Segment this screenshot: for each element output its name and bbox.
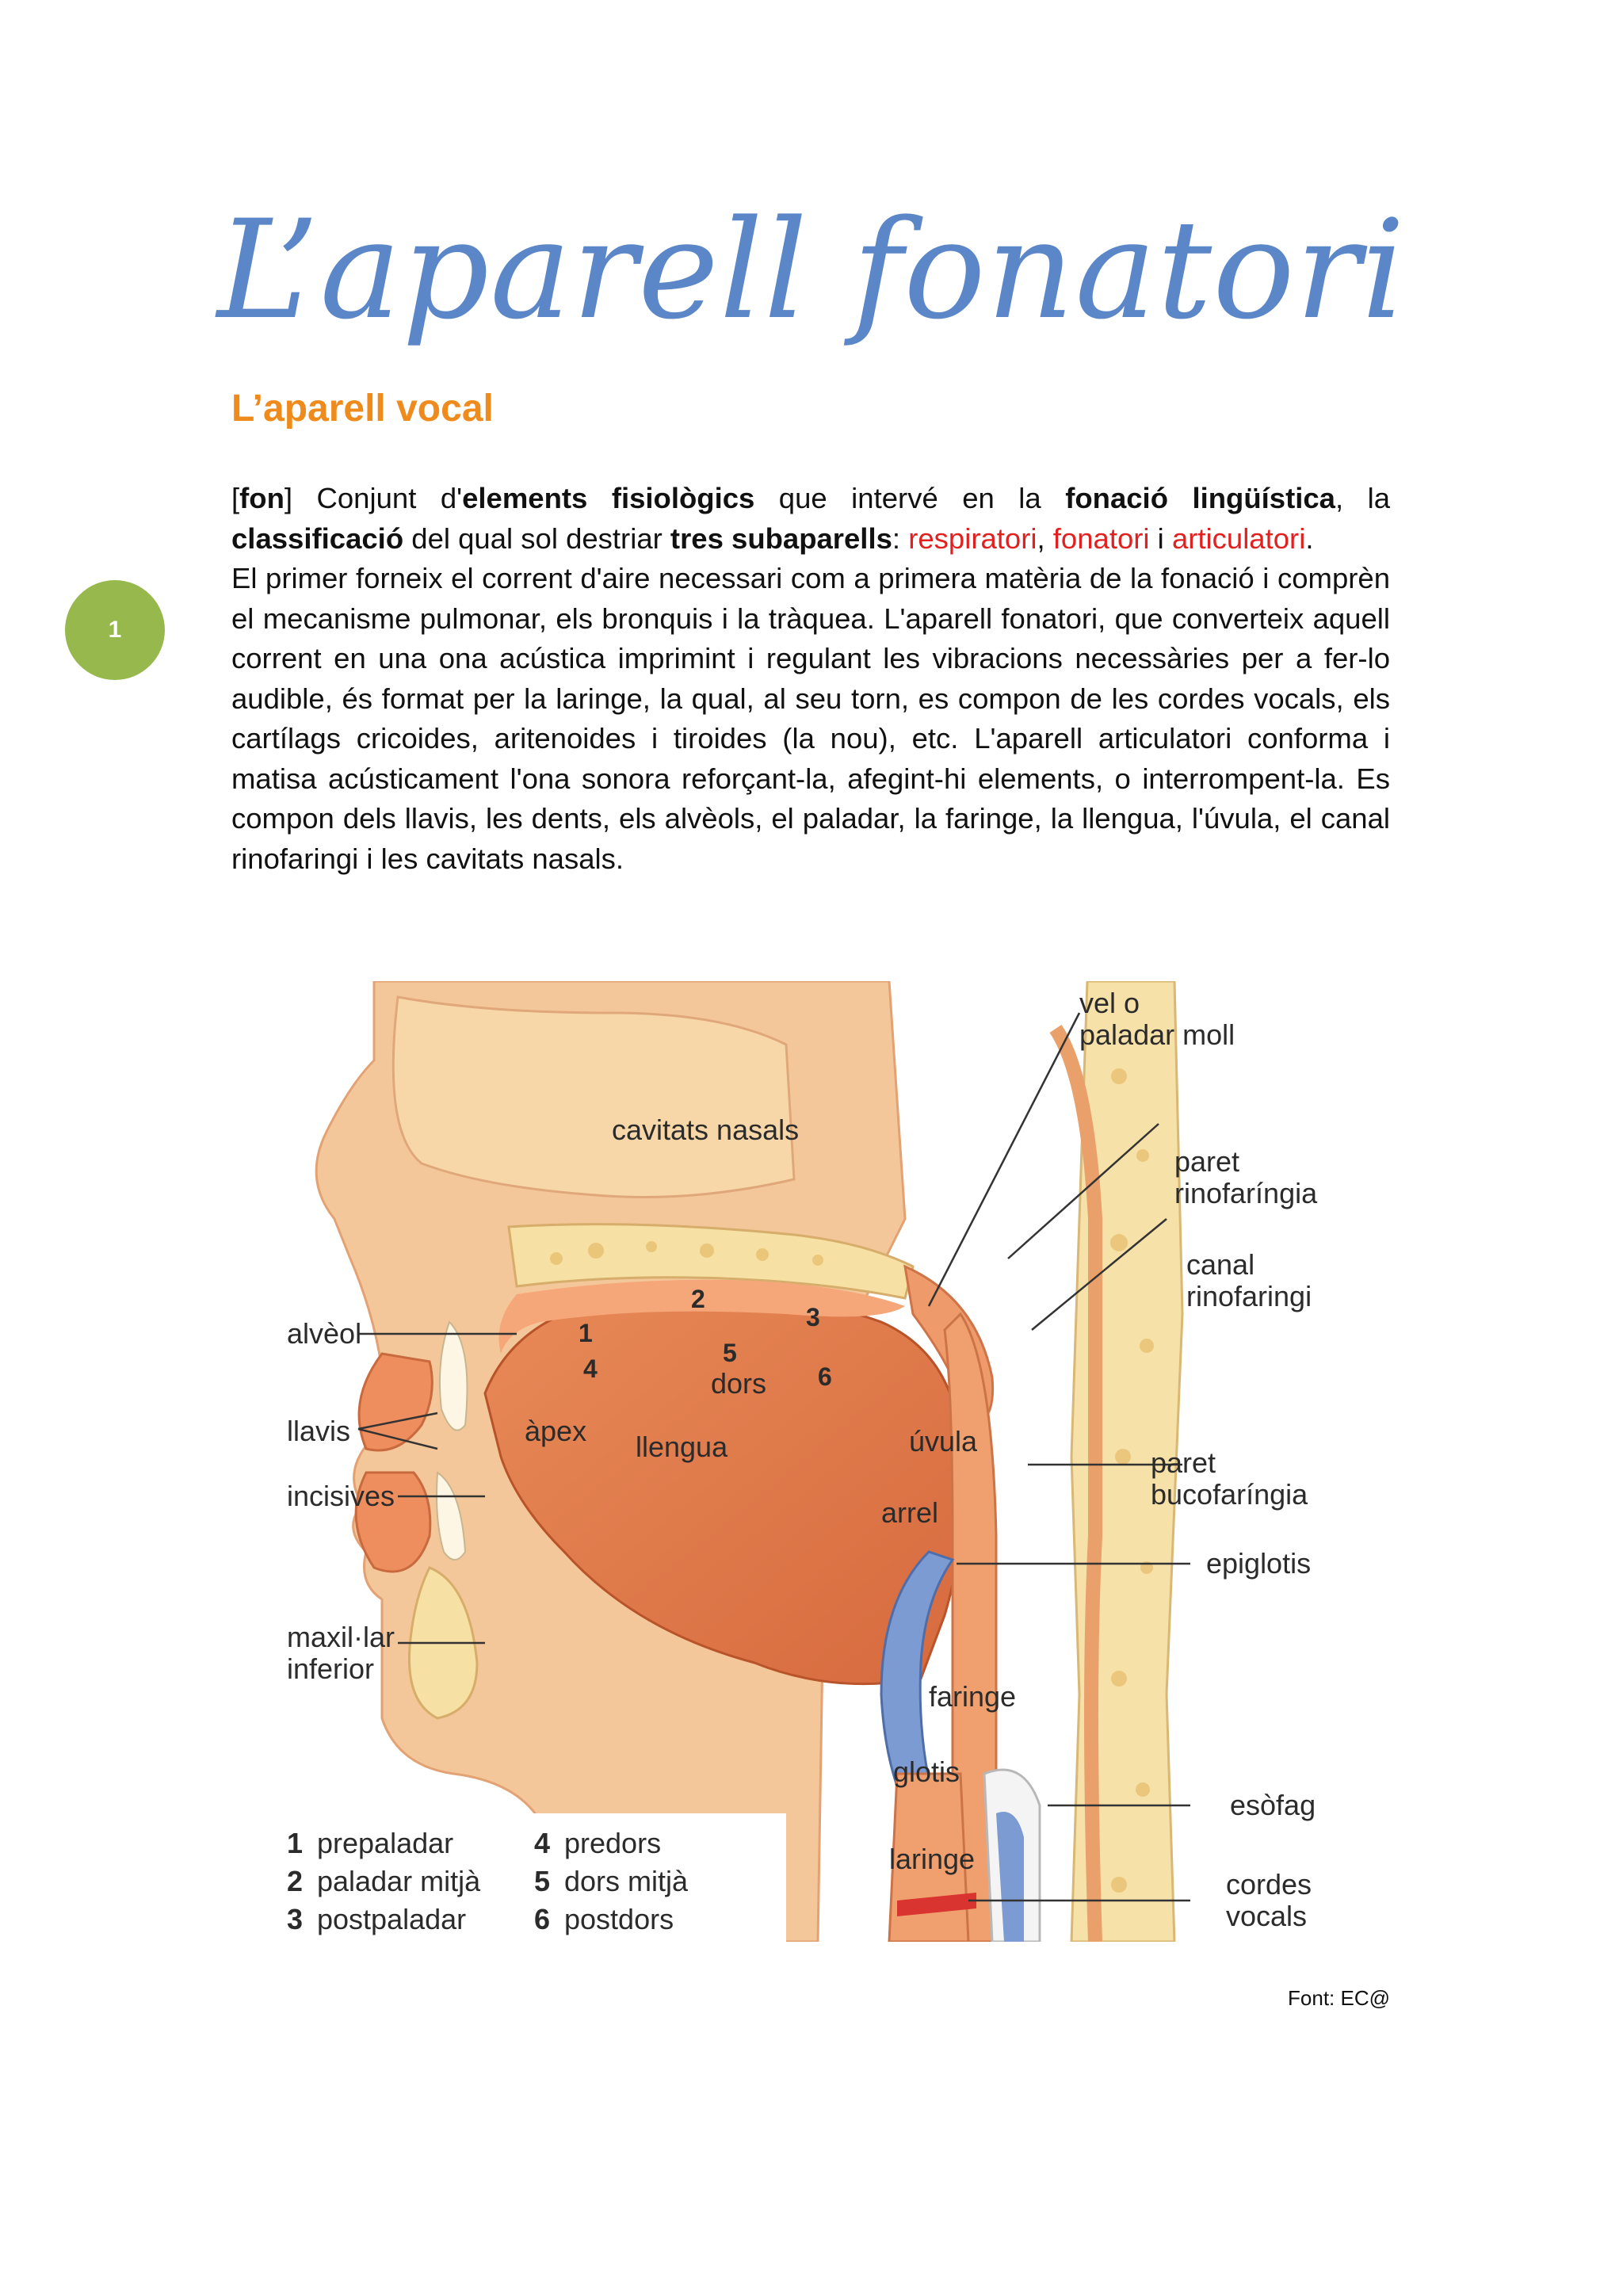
legend [279,1813,786,1942]
label-maxilar-1: maxil·lar [287,1621,395,1653]
region-number-5: 5 [723,1339,737,1367]
region-number-6: 6 [818,1362,832,1391]
legend-num-5: 5 [534,1865,551,1897]
label-paret-buco-1: paret [1151,1446,1216,1479]
label-cavitats-nasals: cavitats nasals [612,1114,800,1146]
legend-num-3: 3 [287,1903,304,1935]
vocal-apparatus-diagram [279,981,1341,1942]
definition-paragraph: [fon] Conjunt d'elements fisiològics que intervé en la fonació lingüística, la classificació del qual sol destriar tres subaparells: respiratori, fonatori i articulatori. [231,482,1390,555]
label-paret-rino-1: paret [1174,1145,1240,1178]
label-llengua: llengua [636,1431,728,1463]
label-dors: dors [711,1367,767,1400]
legend-label-4: predors [564,1827,662,1859]
label-incisives: incisives [287,1480,395,1512]
body-text [231,479,1390,879]
label-epiglotis: epiglotis [1206,1547,1312,1580]
label-esofag: esòfag [1230,1789,1316,1821]
label-glotis: glotis [893,1755,960,1788]
label-apex: àpex [525,1415,587,1447]
label-canal-1: canal [1186,1248,1255,1281]
label-cordes-1: cordes [1226,1868,1312,1901]
legend-label-5: dors mitjà [564,1865,689,1897]
legend-num-1: 1 [287,1827,304,1859]
label-vel-2: paladar moll [1079,1018,1235,1051]
section-heading: L’aparell vocal [231,388,494,430]
region-number-4: 4 [583,1354,598,1383]
legend-label-1: prepaladar [317,1827,454,1859]
label-alveol: alvèol [287,1317,362,1350]
region-number-1: 1 [579,1319,593,1347]
label-cordes-2: vocals [1226,1900,1308,1932]
legend-num-4: 4 [534,1827,551,1859]
source-credit: Font: EC@ [1288,1986,1390,2010]
legend-label-2: paladar mitjà [317,1865,481,1897]
legend-num-2: 2 [287,1865,304,1897]
page-number-badge: 1 [65,580,165,680]
legend-label-3: postpaladar [317,1903,467,1935]
region-number-2: 2 [691,1285,705,1313]
label-faringe: faringe [929,1680,1017,1713]
label-arrel: arrel [881,1496,939,1529]
legend-label-6: postdors [564,1903,674,1935]
label-paret-buco-2: bucofaríngia [1151,1478,1308,1511]
description-paragraph: El primer forneix el corrent d'aire necessari com a primera matèria de la fonació i comprèn el mecanisme pulmonar, els bronquis i la tràquea. L'aparell fonatori, que converteix aquell corrent en una ona acústica imprimint i regulant les vibracions necessàries per a fer-lo audible, és format per la laringe, la qual, al seu torn, es compon de les cordes vocals, els cartílags cricoides, aritenoides i tiroides (la nou), etc. L'aparell articulatori conforma i matisa acústicament l'ona sonora reforçant-la, afegint-hi elements, o interrompent-la. Es compon dels llavis, les dents, els alvèols, el paladar, la faringe, la llengua, l'úvula, el canal rinofaringi i les cavitats nasals. [231,562,1390,875]
nasal-bone [393,997,794,1198]
label-canal-2: rinofaringi [1186,1280,1312,1312]
legend-num-6: 6 [534,1903,551,1935]
page-title: L’aparell fonatori [217,190,1406,350]
label-uvula: úvula [909,1425,978,1457]
region-number-3: 3 [806,1303,820,1331]
label-vel-1: vel o [1079,987,1140,1019]
label-llavis: llavis [287,1415,351,1447]
label-paret-rino-2: rinofaríngia [1174,1177,1318,1209]
label-maxilar-2: inferior [287,1652,375,1685]
label-laringe: laringe [889,1843,976,1875]
